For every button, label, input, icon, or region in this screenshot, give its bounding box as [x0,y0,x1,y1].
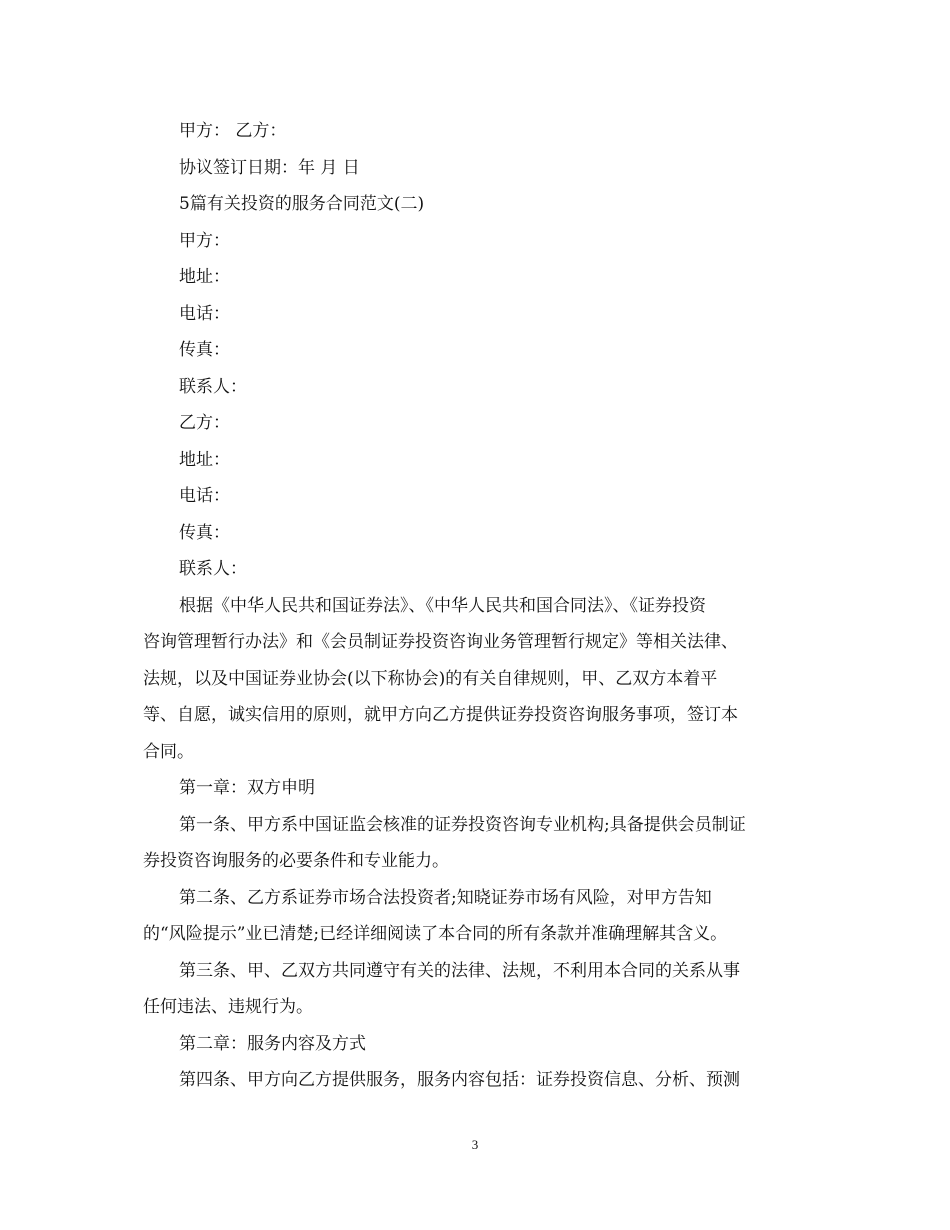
info-line: 5篇有关投资的服务合同范文(二) [179,194,425,214]
info-line: 电话： [179,303,230,324]
paragraph-line: 第二条、乙方系证券市场合法投资者;知晓证券市场有风险，对甲方告知 [179,887,712,908]
party-info-block [143,113,808,588]
paragraph-line: 券投资咨询服务的必要条件和专业能力。 [143,851,449,871]
paragraph-line: 合同。 [143,741,194,762]
paragraph-line: 的“风险提示”业已清楚;已经详细阅读了本合同的所有条款并准确理解其含义。 [143,924,728,944]
info-line: 电话： [179,486,230,506]
paragraph-line: 第一章：双方申明 [179,778,315,798]
paragraph-line: 第三条、甲、乙双方共同遵守有关的法律、法规，不利用本合同的关系从事 [179,960,740,981]
paragraph-line: 第一条、甲方系中国证监会核准的证券投资咨询专业机构;具备提供会员制证 [179,814,746,835]
contract-paragraph [143,588,808,771]
info-line: 联系人： [179,559,247,579]
contract-paragraph [143,1062,808,1099]
contract-paragraphs [143,588,808,1099]
info-line: 乙方： [179,413,230,433]
info-line: 地址： [179,449,230,470]
page-number: 3 [471,1137,479,1152]
paragraph-line: 第二章：服务内容及方式 [179,1033,366,1054]
document-body [143,113,808,1099]
contract-paragraph [143,770,808,807]
paragraph-line: 法规，以及中国证券业协会(以下称协会)的有关自律规则，甲、乙双方本着平 [143,668,718,689]
contract-paragraph [143,807,808,880]
info-line: 地址： [179,267,230,287]
contract-paragraph [143,1026,808,1063]
info-line: 甲方： 乙方： [179,121,287,141]
info-line: 甲方： [179,230,230,251]
paragraph-line: 根据《中华人民共和国证券法》、《中华人民共和国合同法》、《证券投资 [179,595,706,616]
info-line: 协议签订日期：年 月 日 [179,157,360,178]
info-line: 联系人： [179,376,247,397]
paragraph-line: 等、自愿，诚实信用的原则，就甲方向乙方提供证券投资咨询服务事项，签订本 [143,705,738,725]
info-line: 传真： [179,340,230,360]
contract-paragraph [143,953,808,1026]
info-line: 传真： [179,522,230,543]
paragraph-line: 任何违法、违规行为。 [143,997,313,1017]
paragraph-line: 第四条、甲方向乙方提供服务，服务内容包括：证券投资信息、分析、预测 [179,1070,740,1090]
paragraph-line: 咨询管理暂行办法》和《会员制证券投资咨询业务管理暂行规定》等相关法律、 [143,632,738,652]
contract-paragraph [143,880,808,953]
